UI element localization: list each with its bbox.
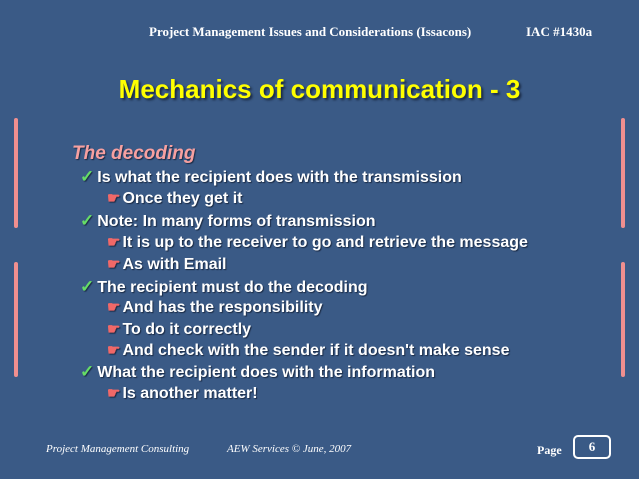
pointing-hand-icon: ☛ [107,321,121,338]
pointing-hand-icon: ☛ [107,234,121,251]
bullet-text: As with Email [122,256,227,273]
bullet-text: And check with the sender if it doesn't make sense [122,342,510,359]
right-edge-bar-lower [621,262,625,377]
check-icon: ✓ [80,211,95,230]
pointing-hand-icon: ☛ [107,256,121,273]
page-label: Page [537,443,562,457]
pointing-hand-icon: ☛ [107,385,121,402]
check-icon: ✓ [80,362,95,381]
pointing-hand-icon: ☛ [107,342,121,359]
section-heading: The decoding [72,143,196,164]
bullet-text: It is up to the receiver to go and retrieve the message [122,234,528,251]
bullet-text: And has the responsibility [122,299,323,316]
bullet-text: To do it correctly [122,321,252,338]
footer-credit: AEW Services © June, 2007 [227,443,352,455]
check-icon: ✓ [80,277,95,296]
sub-bullet-item [107,298,322,317]
sub-bullet-item [107,189,242,208]
bullet-text: The recipient must do the decoding [97,279,368,296]
left-edge-bar [14,118,18,228]
bullet-item [80,362,435,382]
bullet-item [80,211,376,231]
bullet-text: Is what the recipient does with the transmission [97,169,462,186]
footer-company: Project Management Consulting [46,443,190,455]
sub-bullet-item [107,233,528,252]
sub-bullet-item [107,255,226,274]
header-title: Project Management Issues and Considerations (Issacons) [149,24,472,39]
right-edge-bar [621,118,625,228]
bullet-item [80,277,368,297]
bullet-text: What the recipient does with the information [97,364,436,381]
check-icon: ✓ [80,167,95,186]
sub-bullet-item [107,341,509,360]
sub-bullet-item [107,384,258,403]
bullet-text: Once they get it [122,190,243,207]
header-code: IAC #1430a [526,24,593,39]
pointing-hand-icon: ☛ [107,190,121,207]
left-edge-bar-lower [14,262,18,377]
pointing-hand-icon: ☛ [107,299,121,316]
page-number-box: 6 [573,435,611,459]
bullet-item [80,167,462,187]
sub-bullet-item [107,320,251,339]
bullet-text: Is another matter! [122,385,258,402]
bullet-text: Note: In many forms of transmission [97,213,376,230]
slide-title: Mechanics of communication - 3 [118,74,521,104]
